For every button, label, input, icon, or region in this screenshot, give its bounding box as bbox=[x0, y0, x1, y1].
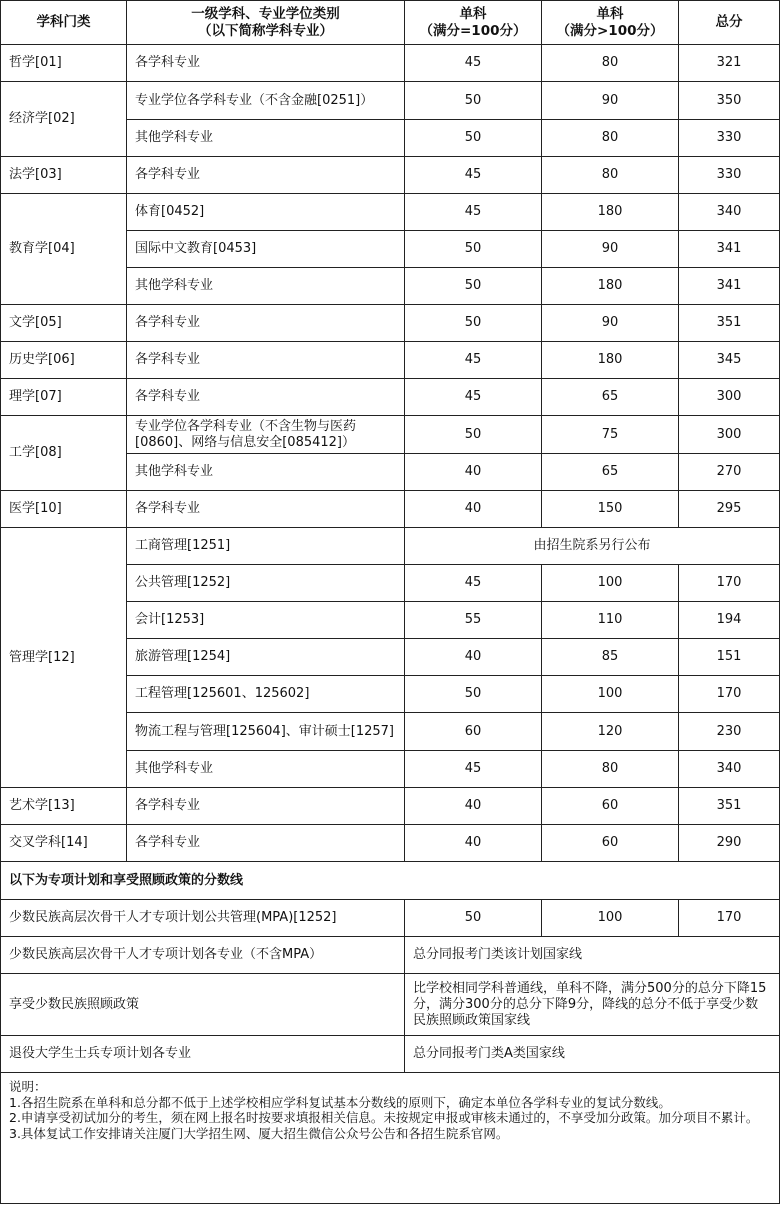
single-score-cell: 180 bbox=[542, 342, 679, 379]
category-cell: 工学[08] bbox=[1, 416, 127, 491]
note-item: 3.具体复试工作安排请关注厦门大学招生网、厦大招生微信公众号公告和各招生院系官网。 bbox=[9, 1125, 509, 1141]
single-score-cell: 120 bbox=[542, 713, 679, 751]
single-score-cell: 100 bbox=[542, 565, 679, 602]
major-cell: 各学科专业 bbox=[127, 788, 405, 825]
major-cell: 各学科专业 bbox=[127, 825, 405, 862]
major-cell: 各学科专业 bbox=[127, 342, 405, 379]
total-score-cell: 300 bbox=[679, 416, 780, 454]
special-section-title: 以下为专项计划和享受照顾政策的分数线 bbox=[1, 862, 780, 900]
table-row bbox=[1, 157, 780, 194]
major-cell: 其他学科专业 bbox=[127, 751, 405, 788]
major-cell: 体育[0452] bbox=[127, 194, 405, 231]
single-score-cell: 50 bbox=[405, 676, 542, 713]
single-score-cell: 40 bbox=[405, 788, 542, 825]
total-score-cell: 330 bbox=[679, 157, 780, 194]
special-row bbox=[1, 1036, 780, 1073]
header-row bbox=[1, 1, 780, 45]
category-cell: 文学[05] bbox=[1, 305, 127, 342]
special-plan-label: 少数民族高层次骨干人才专项计划公共管理(MPA)[1252] bbox=[1, 900, 405, 937]
single-score-cell: 45 bbox=[405, 342, 542, 379]
major-cell: 公共管理[1252] bbox=[127, 565, 405, 602]
header-single-over100: 单科 （满分>100分） bbox=[542, 1, 679, 45]
table-row bbox=[1, 528, 780, 565]
total-score-cell: 350 bbox=[679, 82, 780, 120]
single-score-cell: 40 bbox=[405, 825, 542, 862]
single-score-cell: 65 bbox=[542, 379, 679, 416]
single-score-cell: 80 bbox=[542, 120, 679, 157]
single-score-cell: 90 bbox=[542, 82, 679, 120]
total-score-cell: 321 bbox=[679, 45, 780, 82]
special-row bbox=[1, 974, 780, 1036]
table-row bbox=[1, 45, 780, 82]
single-score-cell: 60 bbox=[405, 713, 542, 751]
notes-heading: 说明： bbox=[9, 1079, 47, 1094]
category-cell: 交叉学科[14] bbox=[1, 825, 127, 862]
single-score-cell: 60 bbox=[542, 825, 679, 862]
major-cell: 物流工程与管理[125604]、审计硕士[1257] bbox=[127, 713, 405, 751]
single-score-cell: 90 bbox=[542, 305, 679, 342]
single-score-cell: 180 bbox=[542, 268, 679, 305]
single-score-cell: 40 bbox=[405, 639, 542, 676]
single-score-cell: 100 bbox=[542, 676, 679, 713]
table-row bbox=[1, 416, 780, 454]
table-row bbox=[1, 788, 780, 825]
single-score-cell: 45 bbox=[405, 565, 542, 602]
single-score-cell: 45 bbox=[405, 751, 542, 788]
total-score-cell: 351 bbox=[679, 305, 780, 342]
single-score-cell: 50 bbox=[405, 900, 542, 937]
major-cell: 其他学科专业 bbox=[127, 454, 405, 491]
table-row bbox=[1, 305, 780, 342]
major-cell: 国际中文教育[0453] bbox=[127, 231, 405, 268]
single-score-cell: 45 bbox=[405, 194, 542, 231]
total-score-cell: 170 bbox=[679, 676, 780, 713]
total-score-cell: 270 bbox=[679, 454, 780, 491]
notes-row bbox=[1, 1073, 780, 1204]
single-score-cell: 50 bbox=[405, 416, 542, 454]
announce-note-cell: 由招生院系另行公布 bbox=[405, 528, 780, 565]
major-cell: 工商管理[1251] bbox=[127, 528, 405, 565]
single-score-cell: 50 bbox=[405, 268, 542, 305]
single-score-cell: 45 bbox=[405, 45, 542, 82]
single-score-cell: 55 bbox=[405, 602, 542, 639]
header-single-100: 单科 （满分=100分） bbox=[405, 1, 542, 45]
total-score-cell: 170 bbox=[679, 565, 780, 602]
total-score-cell: 151 bbox=[679, 639, 780, 676]
major-cell: 各学科专业 bbox=[127, 305, 405, 342]
category-cell: 哲学[01] bbox=[1, 45, 127, 82]
single-score-cell: 80 bbox=[542, 157, 679, 194]
total-score-cell: 170 bbox=[679, 900, 780, 937]
category-cell: 历史学[06] bbox=[1, 342, 127, 379]
total-score-cell: 341 bbox=[679, 231, 780, 268]
special-plan-label: 享受少数民族照顾政策 bbox=[1, 974, 405, 1036]
notes-cell bbox=[1, 1073, 780, 1204]
total-score-cell: 340 bbox=[679, 751, 780, 788]
major-cell: 各学科专业 bbox=[127, 157, 405, 194]
category-cell: 法学[03] bbox=[1, 157, 127, 194]
single-score-cell: 40 bbox=[405, 491, 542, 528]
single-score-cell: 50 bbox=[405, 120, 542, 157]
total-score-cell: 341 bbox=[679, 268, 780, 305]
single-score-cell: 80 bbox=[542, 751, 679, 788]
major-cell: 其他学科专业 bbox=[127, 268, 405, 305]
header-category: 学科门类 bbox=[1, 1, 127, 45]
total-score-cell: 230 bbox=[679, 713, 780, 751]
major-cell: 工程管理[125601、125602] bbox=[127, 676, 405, 713]
single-score-cell: 50 bbox=[405, 231, 542, 268]
single-score-cell: 90 bbox=[542, 231, 679, 268]
total-score-cell: 345 bbox=[679, 342, 780, 379]
single-score-cell: 150 bbox=[542, 491, 679, 528]
total-score-cell: 194 bbox=[679, 602, 780, 639]
table-row bbox=[1, 194, 780, 231]
table-row bbox=[1, 379, 780, 416]
major-cell: 各学科专业 bbox=[127, 379, 405, 416]
note-item: 2.申请享受初试加分的考生，须在网上报名时按要求填报相关信息。未按规定申报或审核未通过的，不享受加分政策。加分项目不累计。 bbox=[9, 1110, 759, 1125]
total-score-cell: 290 bbox=[679, 825, 780, 862]
single-score-cell: 110 bbox=[542, 602, 679, 639]
major-cell: 会计[1253] bbox=[127, 602, 405, 639]
category-cell: 理学[07] bbox=[1, 379, 127, 416]
note-item: 1.各招生院系在单科和总分都不低于上述学校相应学科复试基本分数线的原则下，确定本单位各学科专业的复试分数线。 bbox=[9, 1094, 671, 1110]
total-score-cell: 351 bbox=[679, 788, 780, 825]
table-row bbox=[1, 491, 780, 528]
table-row bbox=[1, 825, 780, 862]
category-cell: 管理学[12] bbox=[1, 528, 127, 788]
major-cell: 专业学位各学科专业（不含金融[0251]） bbox=[127, 82, 405, 120]
total-score-cell: 295 bbox=[679, 491, 780, 528]
table-row bbox=[1, 342, 780, 379]
table-row bbox=[1, 82, 780, 120]
special-plan-rule: 比学校相同学科普通线，单科不降，满分500分的总分下降15分，满分300分的总分下降9分，降线的总分不低于享受少数民族照顾政策国家线 bbox=[405, 974, 780, 1036]
major-cell: 其他学科专业 bbox=[127, 120, 405, 157]
single-score-cell: 80 bbox=[542, 45, 679, 82]
category-cell: 艺术学[13] bbox=[1, 788, 127, 825]
major-cell: 旅游管理[1254] bbox=[127, 639, 405, 676]
special-plan-label: 退役大学生士兵专项计划各专业 bbox=[1, 1036, 405, 1073]
special-row bbox=[1, 937, 780, 974]
single-score-cell: 180 bbox=[542, 194, 679, 231]
single-score-cell: 60 bbox=[542, 788, 679, 825]
header-major: 一级学科、专业学位类别 （以下简称学科专业） bbox=[127, 1, 405, 45]
special-section-title-row bbox=[1, 862, 780, 900]
total-score-cell: 300 bbox=[679, 379, 780, 416]
single-score-cell: 40 bbox=[405, 454, 542, 491]
special-row bbox=[1, 900, 780, 937]
single-score-cell: 85 bbox=[542, 639, 679, 676]
single-score-cell: 75 bbox=[542, 416, 679, 454]
single-score-cell: 65 bbox=[542, 454, 679, 491]
total-score-cell: 330 bbox=[679, 120, 780, 157]
category-cell: 医学[10] bbox=[1, 491, 127, 528]
major-cell: 专业学位各学科专业（不含生物与医药[0860]、网络与信息安全[085412]） bbox=[127, 416, 405, 454]
single-score-cell: 45 bbox=[405, 379, 542, 416]
major-cell: 各学科专业 bbox=[127, 491, 405, 528]
single-score-cell: 50 bbox=[405, 305, 542, 342]
category-cell: 经济学[02] bbox=[1, 82, 127, 157]
special-plan-rule: 总分同报考门类A类国家线 bbox=[405, 1036, 780, 1073]
special-plan-label: 少数民族高层次骨干人才专项计划各专业（不含MPA） bbox=[1, 937, 405, 974]
header-total: 总分 bbox=[679, 1, 780, 45]
total-score-cell: 340 bbox=[679, 194, 780, 231]
special-plan-rule: 总分同报考门类该计划国家线 bbox=[405, 937, 780, 974]
category-cell: 教育学[04] bbox=[1, 194, 127, 305]
single-score-cell: 45 bbox=[405, 157, 542, 194]
single-score-cell: 100 bbox=[542, 900, 679, 937]
single-score-cell: 50 bbox=[405, 82, 542, 120]
major-cell: 各学科专业 bbox=[127, 45, 405, 82]
